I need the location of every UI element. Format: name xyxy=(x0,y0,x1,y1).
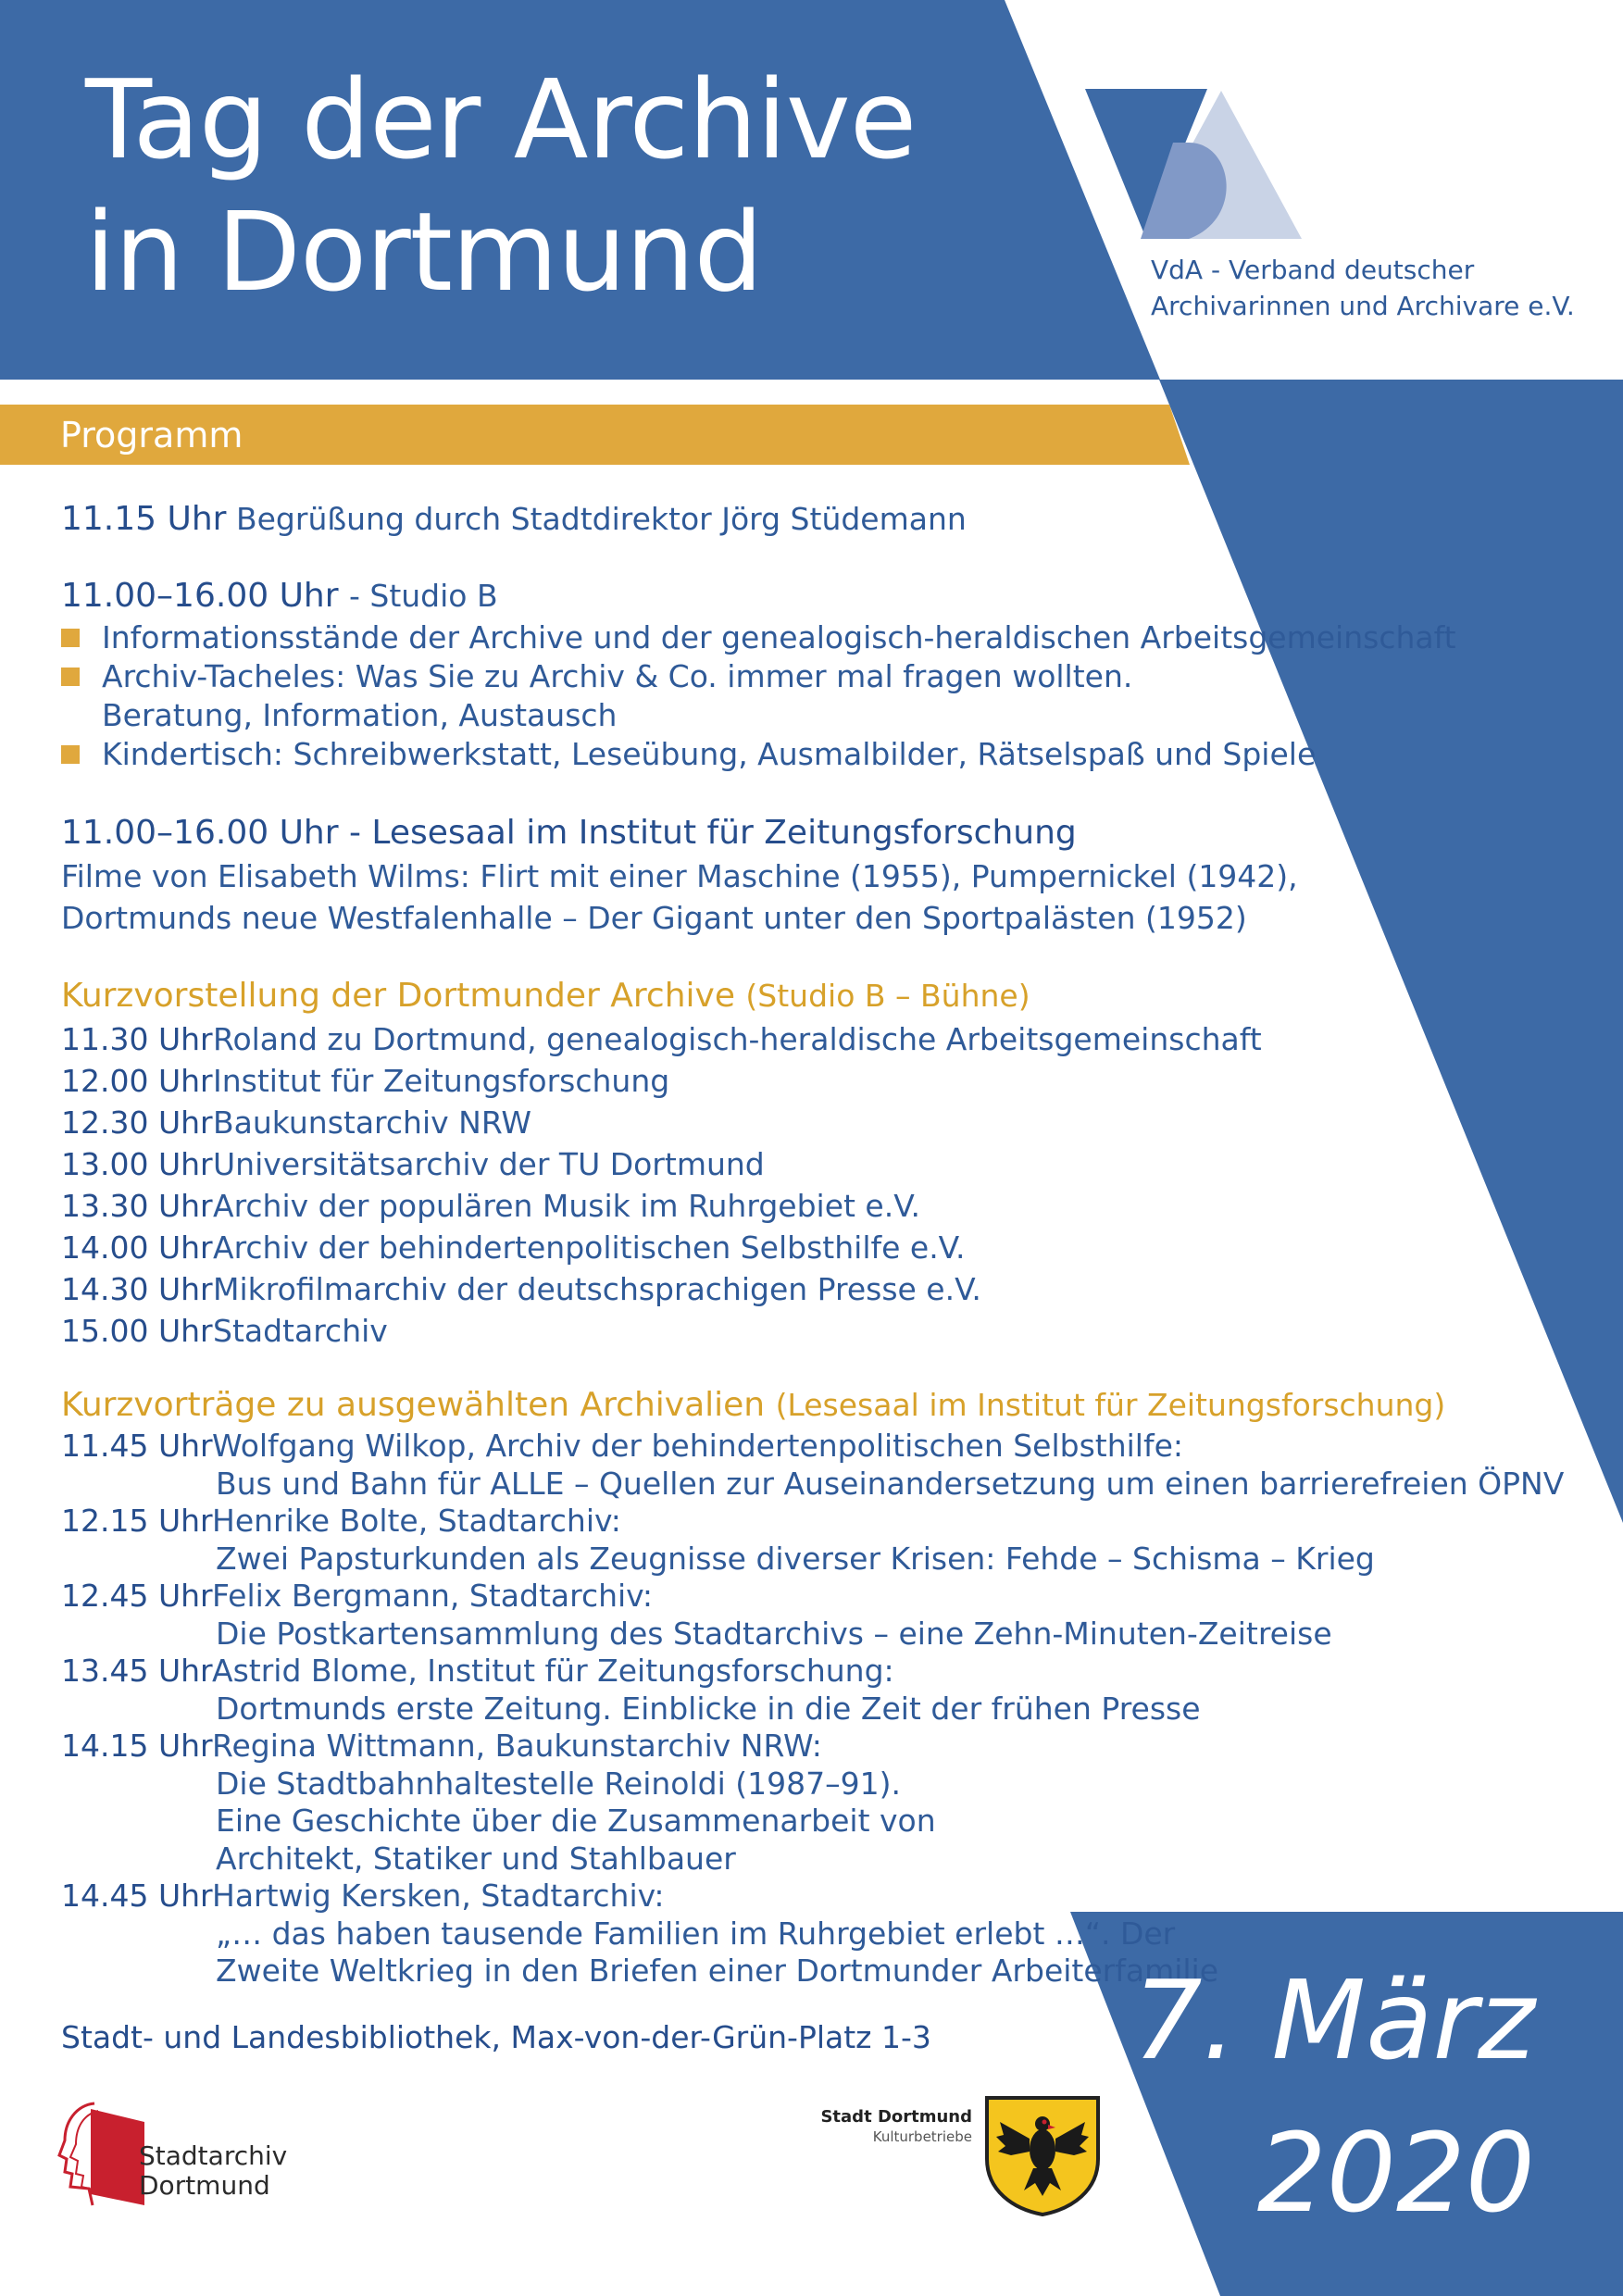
page-title xyxy=(85,54,916,318)
row-time: 13.30 Uhr xyxy=(61,1188,213,1224)
table-row xyxy=(61,1102,1413,1143)
kurzvorstellung-heading xyxy=(61,974,1413,1018)
row-text-line: Architekt, Statiker und Stahlbauer xyxy=(216,1840,736,1877)
row-time: 12.45 Uhr xyxy=(61,1578,213,1614)
row-text xyxy=(212,1428,1564,1503)
programm-label: Programm xyxy=(60,415,243,455)
kurzvortraege-list xyxy=(61,1428,1565,1990)
table-row xyxy=(61,1185,1413,1227)
row-text xyxy=(212,1503,1375,1578)
bullet-square-icon xyxy=(61,668,80,686)
list-item xyxy=(61,618,1456,657)
row-text-line: „… das haben tausende Familien im Ruhrgebiet erlebt …“. Der xyxy=(216,1915,1176,1952)
table-row xyxy=(61,1227,1413,1268)
list-item xyxy=(61,657,1413,696)
vda-caption xyxy=(1151,252,1575,324)
welcome-line xyxy=(61,500,1413,539)
kurzvorstellung-section xyxy=(61,974,1413,1352)
title-line-1: Tag der Archive xyxy=(85,56,917,183)
list-item-text: Kindertisch: Schreibwerkstatt, Leseübung, Ausmalbilder, Rätselspaß und Spiele xyxy=(102,736,1317,772)
event-date-day: 7. März xyxy=(1132,1956,1535,2084)
row-text xyxy=(212,1653,1201,1728)
table-row xyxy=(61,1060,1413,1102)
row-text-line: Astrid Blome, Institut für Zeitungsforschung: xyxy=(212,1653,894,1689)
row-text-line: Hartwig Kersken, Stadtarchiv: xyxy=(212,1878,665,1914)
table-row xyxy=(61,1018,1413,1060)
venue-address: Stadt- und Landesbibliothek, Max-von-der-Grün-Platz 1-3 xyxy=(61,2019,931,2055)
row-text-line: Zwei Papsturkunden als Zeugnisse diverser Krisen: Fehde – Schisma – Krieg xyxy=(216,1540,1375,1577)
row-time: 14.15 Uhr xyxy=(61,1728,213,1764)
table-row xyxy=(61,1728,1413,1878)
welcome-time: 11.15 Uhr xyxy=(61,500,227,538)
studio-b-section xyxy=(61,574,1456,774)
stadt-dortmund-sub: Kulturbetriebe xyxy=(872,2128,972,2145)
row-text-line: Henrike Bolte, Stadtarchiv: xyxy=(212,1503,621,1539)
studio-b-location: - Studio B xyxy=(348,578,498,614)
list-item-continuation: Beratung, Information, Austausch xyxy=(102,697,618,733)
kurzvortraege-heading xyxy=(61,1383,1446,1428)
row-time: 12.30 Uhr xyxy=(61,1104,213,1141)
stadtarchiv-logo-line-2: Dortmund xyxy=(139,2170,270,2201)
row-text: Baukunstarchiv NRW xyxy=(213,1104,532,1141)
row-text-line: Dortmunds erste Zeitung. Einblicke in die Zeit der frühen Presse xyxy=(216,1690,1201,1727)
kurzvortraege-location: (Lesesaal im Institut für Zeitungsforschung) xyxy=(775,1387,1446,1423)
row-time: 15.00 Uhr xyxy=(61,1313,213,1349)
row-time: 14.30 Uhr xyxy=(61,1271,213,1307)
row-text-line: Wolfgang Wilkop, Archiv der behindertenpolitischen Selbsthilfe: xyxy=(212,1428,1184,1464)
dortmund-crest-icon xyxy=(983,2094,1102,2216)
table-row xyxy=(61,1653,1413,1728)
lesesaal-section xyxy=(61,811,1413,939)
stadtarchiv-logo-line-1: Stadtarchiv xyxy=(139,2140,288,2171)
table-row xyxy=(61,1503,1413,1578)
row-text xyxy=(212,1878,1218,1990)
row-time: 14.45 Uhr xyxy=(61,1878,213,1914)
vda-logo xyxy=(1085,89,1307,242)
stadtarchiv-logo-icon xyxy=(56,2090,148,2209)
row-text: Archiv der populären Musik im Ruhrgebiet e.V. xyxy=(213,1188,921,1224)
lesesaal-line-1: Filme von Elisabeth Wilms: Flirt mit einer Maschine (1955), Pumpernickel (1942), xyxy=(61,858,1298,894)
row-time: 11.45 Uhr xyxy=(61,1428,213,1464)
row-text xyxy=(212,1578,1332,1653)
welcome-text: Begrüßung durch Stadtdirektor Jörg Stüdemann xyxy=(235,501,967,537)
row-text: Roland zu Dortmund, genealogisch-heraldische Arbeitsgemeinschaft xyxy=(213,1021,1262,1057)
row-text: Archiv der behindertenpolitischen Selbsthilfe e.V. xyxy=(213,1229,966,1266)
stadt-dortmund-name: Stadt Dortmund xyxy=(820,2107,972,2127)
table-row xyxy=(61,1310,1413,1352)
kurzvorstellung-location: (Studio B – Bühne) xyxy=(745,978,1030,1014)
row-text-line: Felix Bergmann, Stadtarchiv: xyxy=(212,1578,654,1614)
welcome-section xyxy=(61,500,1413,539)
kurzvorstellung-list xyxy=(61,1018,1413,1352)
row-time: 13.00 Uhr xyxy=(61,1146,213,1182)
bullet-square-icon xyxy=(61,629,80,647)
table-row xyxy=(61,1428,1565,1503)
lesesaal-heading: 11.00–16.00 Uhr - Lesesaal im Institut für Zeitungsforschung xyxy=(61,814,1077,852)
studio-b-time: 11.00–16.00 Uhr xyxy=(61,577,339,615)
title-line-2: in Dortmund xyxy=(85,188,763,316)
table-row xyxy=(61,1268,1413,1310)
row-text: Stadtarchiv xyxy=(213,1313,388,1349)
row-text xyxy=(212,1728,936,1878)
row-time: 11.30 Uhr xyxy=(61,1021,213,1057)
studio-b-heading xyxy=(61,574,1413,618)
stadt-dortmund-label xyxy=(820,2107,972,2146)
list-item-text: Informationsstände der Archive und der genealogisch-heraldischen Arbeitsgemeinschaft xyxy=(102,619,1456,655)
program-content xyxy=(61,500,1565,1990)
row-time: 12.15 Uhr xyxy=(61,1503,213,1539)
stadtarchiv-logo-text xyxy=(139,2141,287,2201)
vda-caption-line-1: VdA - Verband deutscher xyxy=(1151,255,1475,285)
row-text-line: Bus und Bahn für ALLE – Quellen zur Auseinandersetzung um einen barrierefreien ÖPNV xyxy=(216,1465,1565,1502)
kurzvortraege-section xyxy=(61,1383,1565,1990)
row-text-line: Zweite Weltkrieg in den Briefen einer Dortmunder Arbeiterfamilie xyxy=(216,1953,1219,1989)
row-time: 14.00 Uhr xyxy=(61,1229,213,1266)
lesesaal-line-2: Dortmunds neue Westfalenhalle – Der Gigant unter den Sportpalästen (1952) xyxy=(61,900,1247,936)
bullet-square-icon xyxy=(61,745,80,764)
list-item xyxy=(61,735,1413,774)
list-item-text: Archiv-Tacheles: Was Sie zu Archiv & Co. immer mal fragen wollten. xyxy=(102,658,1133,694)
row-text: Mikrofilmarchiv der deutschsprachigen Presse e.V. xyxy=(213,1271,981,1307)
row-text-line: Eine Geschichte über die Zusammenarbeit von xyxy=(216,1803,936,1839)
table-row xyxy=(61,1578,1413,1653)
table-row xyxy=(61,1143,1413,1185)
row-text: Institut für Zeitungsforschung xyxy=(213,1063,670,1099)
kurzvorstellung-title: Kurzvorstellung der Dortmunder Archive xyxy=(61,977,735,1015)
row-time: 12.00 Uhr xyxy=(61,1063,213,1099)
row-text: Universitätsarchiv der TU Dortmund xyxy=(213,1146,765,1182)
row-text-line: Die Stadtbahnhaltestelle Reinoldi (1987–91). xyxy=(216,1765,901,1802)
row-text-line: Regina Wittmann, Baukunstarchiv NRW: xyxy=(212,1728,822,1764)
vda-caption-line-2: Archivarinnen und Archivare e.V. xyxy=(1151,291,1575,321)
row-time: 13.45 Uhr xyxy=(61,1653,213,1689)
kurzvortraege-title: Kurzvorträge zu ausgewählten Archivalien xyxy=(61,1386,766,1424)
row-text-line: Die Postkartensammlung des Stadtarchivs – eine Zehn-Minuten-Zeitreise xyxy=(216,1615,1332,1652)
event-date-year: 2020 xyxy=(1256,2109,1535,2237)
